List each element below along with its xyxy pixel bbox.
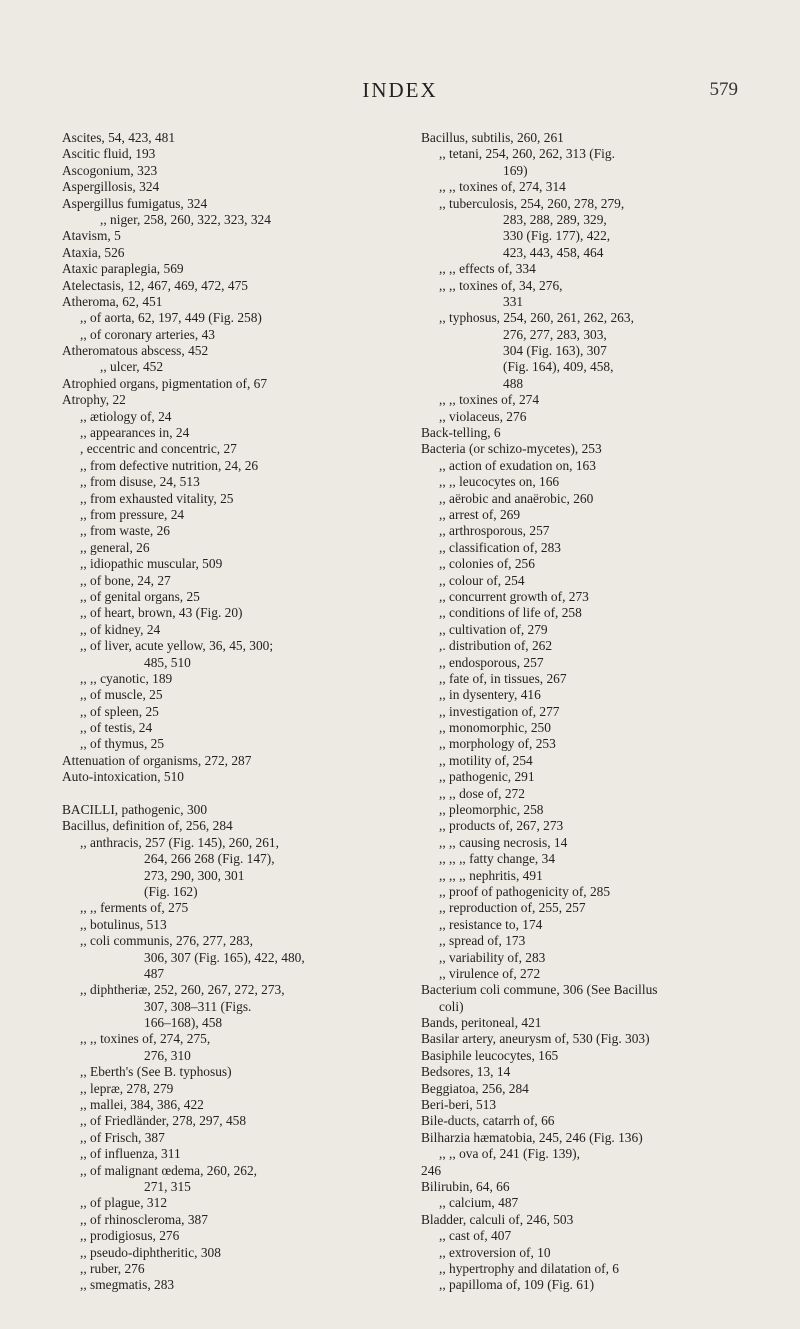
index-entry: Atheromatous abscess, 452 — [62, 343, 209, 359]
index-entry: ,, resistance to, 174 — [439, 916, 543, 932]
index-entry: ,, papilloma of, 109 (Fig. 61) — [439, 1277, 595, 1293]
index-entry: ,, motility of, 254 — [439, 752, 533, 768]
index-entry: Bands, peritoneal, 421 — [421, 1015, 542, 1031]
index-entry: 306, 307 (Fig. 165), 422, 480, — [144, 949, 305, 965]
index-entry: 304 (Fig. 163), 307 — [503, 343, 607, 359]
index-entry: ,, anthracis, 257 (Fig. 145), 260, 261, — [80, 834, 279, 850]
index-entry: ,, mallei, 384, 386, 422 — [80, 1097, 204, 1113]
index-entry: Bacillus, subtilis, 260, 261 — [421, 130, 564, 145]
index-entry: ,, in dysentery, 416 — [439, 687, 541, 703]
index-entry: Beri-beri, 513 — [421, 1097, 497, 1113]
index-column-right — [421, 130, 781, 1294]
index-entry: ,, ,, dose of, 272 — [439, 785, 525, 801]
index-entry: ,, of genital organs, 25 — [80, 588, 200, 604]
index-entry: ,, from exhausted vitality, 25 — [80, 490, 234, 506]
index-entry: Attenuation of organisms, 272, 287 — [62, 752, 252, 768]
index-entry: ,, ,, effects of, 334 — [439, 261, 536, 277]
index-entry: Ascogonium, 323 — [62, 162, 158, 178]
index-entry: 283, 288, 289, 329, — [503, 211, 607, 227]
index-entry: ,, botulinus, 513 — [80, 916, 167, 932]
index-entry: ,, colour of, 254 — [439, 572, 525, 588]
index-entry: ,, of heart, brown, 43 (Fig. 20) — [80, 605, 243, 621]
index-entry: (Fig. 164), 409, 458, — [503, 359, 614, 375]
index-entry: Ataxic paraplegia, 569 — [62, 261, 184, 277]
index-entry: ,, pathogenic, 291 — [439, 769, 535, 785]
index-entry: ,, of influenza, 311 — [80, 1146, 181, 1162]
index-entry: ,, ætiology of, 24 — [80, 408, 172, 424]
index-entry: Bladder, calculi of, 246, 503 — [421, 1211, 574, 1227]
index-entry: ,, typhosus, 254, 260, 261, 262, 263, — [439, 310, 634, 326]
index-entry: ,, concurrent growth of, 273 — [439, 588, 589, 604]
index-entry: ,, ,, toxines of, 34, 276, — [439, 277, 563, 293]
index-entry: ,, appearances in, 24 — [80, 425, 190, 441]
index-entry: ,, spread of, 173 — [439, 933, 526, 949]
index-entry: 331 — [503, 293, 524, 309]
index-entry: 488 — [503, 375, 524, 391]
index-entry: 307, 308–311 (Figs. — [144, 998, 252, 1014]
index-entry: Atelectasis, 12, 467, 469, 472, 475 — [62, 277, 248, 293]
index-entry: 264, 266 268 (Fig. 147), — [144, 851, 275, 867]
index-entry: Bedsores, 13, 14 — [421, 1064, 511, 1080]
index-entry: ,, coli communis, 276, 277, 283, — [80, 933, 253, 949]
index-entry: ,, from disuse, 24, 513 — [80, 474, 200, 490]
index-entry: ,, aërobic and anaërobic, 260 — [439, 490, 594, 506]
index-entry: ,, niger, 258, 260, 322, 323, 324 — [100, 211, 271, 227]
index-entry: Bilirubin, 64, 66 — [421, 1179, 510, 1194]
index-entry: Atavism, 5 — [62, 228, 121, 244]
index-entry: ,, ruber, 276 — [80, 1260, 145, 1276]
index-entry: ,, of Friedländer, 278, 297, 458 — [80, 1113, 247, 1129]
index-spacer — [62, 786, 407, 802]
index-entry: , eccentric and concentric, 27 — [80, 441, 237, 457]
index-entry: ,, ,, toxines of, 274, 314 — [439, 179, 566, 195]
index-entry: ,, arthrosporous, 257 — [439, 523, 550, 539]
index-entry: ,, monomorphic, 250 — [439, 720, 551, 736]
index-entry: ,, of thymus, 25 — [80, 736, 165, 752]
index-entry: ,, from pressure, 24 — [80, 506, 185, 522]
index-entry: Atheroma, 62, 451 — [62, 293, 163, 309]
index-entry: ,, ulcer, 452 — [100, 359, 164, 375]
index-entry: Basiphile leucocytes, 165 — [421, 1047, 559, 1063]
index-entry: ,, ,, ferments of, 275 — [80, 900, 189, 916]
index-entry: Basilar artery, aneurysm of, 530 (Fig. 303) — [421, 1031, 650, 1047]
index-entry: 276, 310 — [144, 1047, 191, 1063]
index-entry: 169) — [503, 162, 528, 178]
index-entry: ,, of liver, acute yellow, 36, 45, 300; — [80, 638, 274, 654]
index-entry: Atrophy, 22 — [62, 392, 126, 408]
index-entry: ,, calcium, 487 — [439, 1195, 519, 1211]
index-entry: ,, cultivation of, 279 — [439, 621, 548, 637]
index-entry: ,, of spleen, 25 — [80, 703, 159, 719]
index-entry: 273, 290, 300, 301 — [144, 867, 245, 883]
index-entry: Back-telling, 6 — [421, 425, 501, 441]
index-entry: ,, lepræ, 278, 279 — [80, 1080, 174, 1096]
index-entry: ,, endosporous, 257 — [439, 654, 544, 670]
index-entry: 330 (Fig. 177), 422, — [503, 228, 611, 244]
index-entry: ,, tuberculosis, 254, 260, 278, 279, — [439, 195, 625, 211]
index-entry: Ascites, 54, 423, 481 — [62, 130, 176, 145]
index-entry: ,, fate of, in tissues, 267 — [439, 670, 567, 686]
index-entry: ,, of kidney, 24 — [80, 621, 161, 637]
index-entry: ,, cast of, 407 — [439, 1228, 512, 1244]
index-entry: BACILLI, pathogenic, 300 — [62, 802, 208, 818]
index-entry: Aspergillus fumigatus, 324 — [62, 195, 208, 211]
index-entry: ,, ,, toxines of, 274 — [439, 392, 540, 408]
index-entry: Ataxia, 526 — [62, 244, 125, 260]
index-entry: ,, ,, toxines of, 274, 275, — [80, 1031, 211, 1047]
index-entry: ,, reproduction of, 255, 257 — [439, 900, 586, 916]
index-entry: ,, from waste, 26 — [80, 523, 170, 539]
index-entry: ,, tetani, 254, 260, 262, 313 (Fig. — [439, 146, 615, 162]
index-entry: ,, colonies of, 256 — [439, 556, 535, 572]
index-entry: ,, of Frisch, 387 — [80, 1129, 165, 1145]
index-entry: Bilharzia hæmatobia, 245, 246 (Fig. 136) — [421, 1129, 643, 1145]
index-entry: ,, ,, ova of, 241 (Fig. 139), — [439, 1146, 580, 1162]
index-entry: ,, general, 26 — [80, 539, 150, 555]
index-entry: ,, of muscle, 25 — [80, 687, 163, 703]
page-title: INDEX — [362, 78, 438, 102]
index-entry: ,, pseudo-diphtheritic, 308 — [80, 1244, 221, 1260]
page-number: 579 — [709, 79, 738, 100]
index-entry: Bacteria (or schizo-mycetes), 253 — [421, 441, 602, 457]
index-entry: ,, ,, cyanotic, 189 — [80, 670, 173, 686]
index-entry: ,, of coronary arteries, 43 — [80, 326, 215, 342]
index-entry: ,, prodigiosus, 276 — [80, 1228, 180, 1244]
index-entry: Bacterium coli commune, 306 (See Bacillus — [421, 982, 658, 998]
index-entry: (Fig. 162) — [144, 883, 198, 899]
index-entry: Ascitic fluid, 193 — [62, 146, 156, 162]
index-entry: ,, action of exudation on, 163 — [439, 457, 596, 473]
index-entry: ,, morphology of, 253 — [439, 736, 556, 752]
index-entry: ,, ,, ,, fatty change, 34 — [439, 851, 556, 867]
index-entry: ,, arrest of, 269 — [439, 506, 521, 522]
index-entry: coli) — [439, 998, 464, 1014]
index-entry: ,, of rhinoscleroma, 387 — [80, 1211, 208, 1227]
index-entry: ,, products of, 267, 273 — [439, 818, 564, 834]
index-entry: 276, 277, 283, 303, — [503, 326, 607, 342]
index-entry: ,, ,, ,, nephritis, 491 — [439, 867, 543, 883]
index-entry: ,, of bone, 24, 27 — [80, 572, 171, 588]
index-entry: ,, conditions of life of, 258 — [439, 605, 582, 621]
index-entry: ,, ,, causing necrosis, 14 — [439, 834, 568, 850]
index-column-left — [62, 130, 407, 1294]
page-header — [0, 78, 800, 108]
index-entry: 246 — [421, 1162, 442, 1178]
index-entry: ,, ,, leucocytes on, 166 — [439, 474, 560, 490]
index-entry: ,, of plague, 312 — [80, 1195, 168, 1211]
index-entry: 487 — [144, 965, 165, 981]
index-entry: ,, variability of, 283 — [439, 949, 546, 965]
index-entry: Auto-intoxication, 510 — [62, 769, 184, 785]
index-entry: ,, of malignant œdema, 260, 262, — [80, 1162, 258, 1178]
index-entry: ,, hypertrophy and dilatation of, 6 — [439, 1260, 619, 1276]
index-entry: ,, idiopathic muscular, 509 — [80, 556, 223, 572]
index-entry: 423, 443, 458, 464 — [503, 244, 604, 260]
index-entry: ,, violaceus, 276 — [439, 408, 527, 424]
index-entry: ,, of aorta, 62, 197, 449 (Fig. 258) — [80, 310, 262, 326]
index-entry: ,, extroversion of, 10 — [439, 1244, 551, 1260]
index-entry: ,, of testis, 24 — [80, 720, 153, 736]
index-entry: 271, 315 — [144, 1179, 191, 1194]
index-entry: Aspergillosis, 324 — [62, 179, 160, 195]
index-entry: 166–168), 458 — [144, 1015, 223, 1031]
index-entry: ,, from defective nutrition, 24, 26 — [80, 457, 259, 473]
index-entry: Beggiatoa, 256, 284 — [421, 1080, 529, 1096]
index-entry: ,, smegmatis, 283 — [80, 1277, 175, 1293]
index-entry: Bile-ducts, catarrh of, 66 — [421, 1113, 555, 1129]
index-entry: ,, pleomorphic, 258 — [439, 802, 544, 818]
index-entry: Bacillus, definition of, 256, 284 — [62, 818, 233, 834]
index-entry: ,, classification of, 283 — [439, 539, 561, 555]
index-entry: ,, virulence of, 272 — [439, 965, 541, 981]
index-entry: ,, diphtheriæ, 252, 260, 267, 272, 273, — [80, 982, 285, 998]
index-entry: ,, proof of pathogenicity of, 285 — [439, 883, 611, 899]
index-entry: 485, 510 — [144, 654, 191, 670]
index-entry: ,, Eberth's (See B. typhosus) — [80, 1064, 232, 1080]
index-entry: ,. distribution of, 262 — [439, 638, 553, 654]
index-entry: ,, investigation of, 277 — [439, 703, 560, 719]
index-entry: Atrophied organs, pigmentation of, 67 — [62, 375, 268, 391]
